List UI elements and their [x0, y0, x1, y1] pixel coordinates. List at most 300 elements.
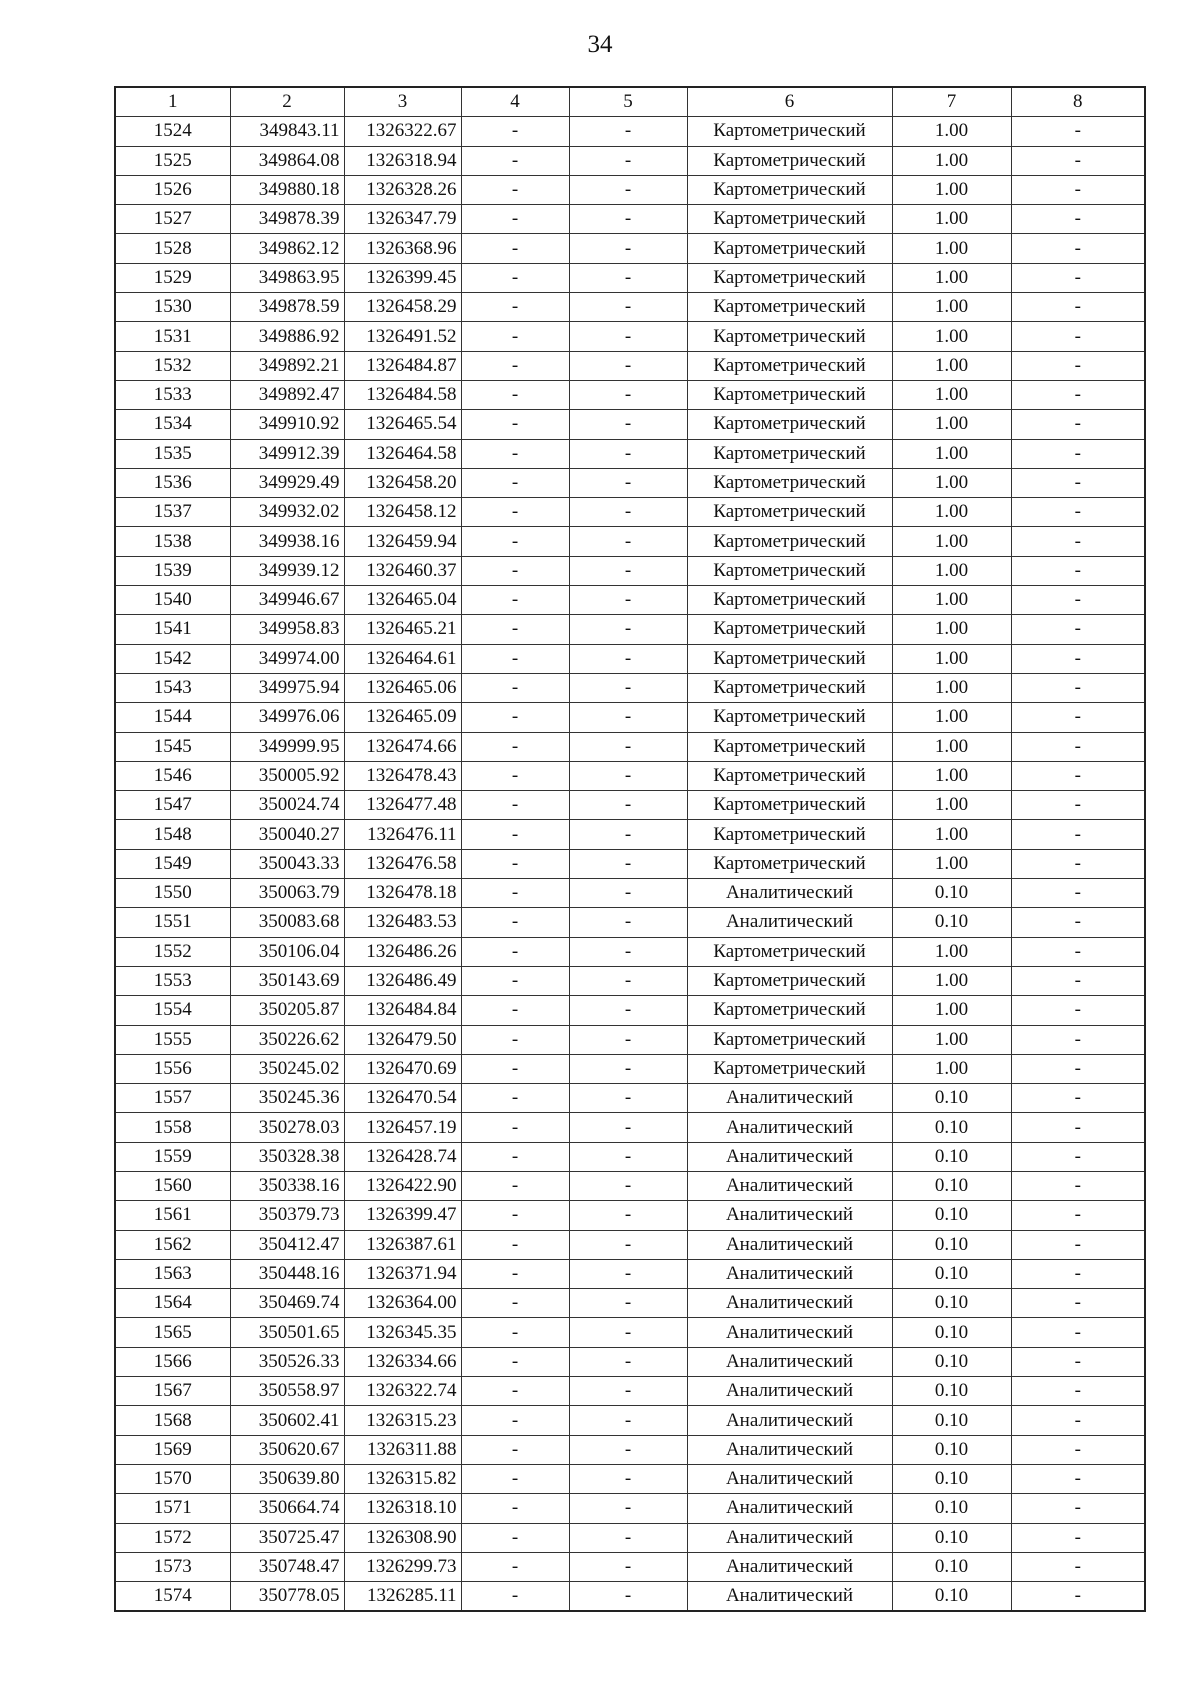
cell-col-8: -	[1011, 615, 1145, 644]
cell-accuracy: 0.10	[892, 1171, 1011, 1200]
table-row	[115, 527, 1145, 556]
cell-point-number: 1570	[115, 1464, 230, 1493]
cell-point-number: 1531	[115, 322, 230, 351]
cell-method: Картометрический	[687, 410, 892, 439]
cell-method: Аналитический	[687, 1464, 892, 1493]
cell-method: Картометрический	[687, 791, 892, 820]
cell-col-4: -	[461, 1230, 569, 1259]
cell-x-coordinate: 350379.73	[230, 1201, 344, 1230]
cell-col-4: -	[461, 439, 569, 468]
header-row	[115, 87, 1145, 117]
table-row	[115, 673, 1145, 702]
cell-method: Картометрический	[687, 966, 892, 995]
cell-col-8: -	[1011, 468, 1145, 497]
table-row	[115, 205, 1145, 234]
table-row	[115, 1552, 1145, 1581]
cell-y-coordinate: 1326464.58	[344, 439, 461, 468]
table-row	[115, 615, 1145, 644]
cell-col-8: -	[1011, 380, 1145, 409]
cell-point-number: 1544	[115, 703, 230, 732]
cell-y-coordinate: 1326474.66	[344, 732, 461, 761]
cell-method: Картометрический	[687, 761, 892, 790]
cell-method: Аналитический	[687, 1142, 892, 1171]
cell-accuracy: 1.00	[892, 644, 1011, 673]
cell-col-8: -	[1011, 1025, 1145, 1054]
cell-col-4: -	[461, 1494, 569, 1523]
cell-x-coordinate: 349939.12	[230, 556, 344, 585]
cell-method: Картометрический	[687, 615, 892, 644]
page-number: 34	[587, 31, 613, 58]
cell-col-8: -	[1011, 996, 1145, 1025]
cell-col-4: -	[461, 117, 569, 146]
cell-col-4: -	[461, 234, 569, 263]
cell-accuracy: 1.00	[892, 351, 1011, 380]
cell-x-coordinate: 350639.80	[230, 1464, 344, 1493]
cell-col-5: -	[569, 644, 687, 673]
cell-y-coordinate: 1326465.21	[344, 615, 461, 644]
cell-accuracy: 1.00	[892, 791, 1011, 820]
cell-y-coordinate: 1326364.00	[344, 1289, 461, 1318]
cell-method: Картометрический	[687, 117, 892, 146]
table-row	[115, 1318, 1145, 1347]
cell-col-5: -	[569, 673, 687, 702]
cell-y-coordinate: 1326308.90	[344, 1523, 461, 1552]
cell-col-4: -	[461, 498, 569, 527]
cell-col-5: -	[569, 1084, 687, 1113]
cell-x-coordinate: 350448.16	[230, 1259, 344, 1288]
cell-y-coordinate: 1326486.26	[344, 937, 461, 966]
cell-accuracy: 1.00	[892, 175, 1011, 204]
cell-point-number: 1541	[115, 615, 230, 644]
cell-y-coordinate: 1326371.94	[344, 1259, 461, 1288]
table-row	[115, 1406, 1145, 1435]
table-row	[115, 498, 1145, 527]
cell-point-number: 1549	[115, 849, 230, 878]
cell-y-coordinate: 1326285.11	[344, 1582, 461, 1612]
cell-point-number: 1533	[115, 380, 230, 409]
cell-accuracy: 0.10	[892, 1201, 1011, 1230]
cell-accuracy: 1.00	[892, 468, 1011, 497]
cell-x-coordinate: 349863.95	[230, 263, 344, 292]
cell-point-number: 1565	[115, 1318, 230, 1347]
cell-method: Аналитический	[687, 1435, 892, 1464]
cell-y-coordinate: 1326322.74	[344, 1377, 461, 1406]
cell-col-4: -	[461, 1201, 569, 1230]
cell-y-coordinate: 1326318.10	[344, 1494, 461, 1523]
cell-col-8: -	[1011, 1230, 1145, 1259]
cell-point-number: 1538	[115, 527, 230, 556]
cell-point-number: 1546	[115, 761, 230, 790]
cell-accuracy: 1.00	[892, 761, 1011, 790]
table-body	[115, 117, 1145, 1612]
cell-x-coordinate: 349878.59	[230, 293, 344, 322]
cell-accuracy: 0.10	[892, 1289, 1011, 1318]
cell-col-8: -	[1011, 293, 1145, 322]
cell-method: Картометрический	[687, 1054, 892, 1083]
table-row	[115, 1201, 1145, 1230]
cell-x-coordinate: 350063.79	[230, 879, 344, 908]
table-row	[115, 1054, 1145, 1083]
table-row	[115, 908, 1145, 937]
cell-point-number: 1524	[115, 117, 230, 146]
cell-method: Картометрический	[687, 937, 892, 966]
cell-col-4: -	[461, 1582, 569, 1612]
cell-y-coordinate: 1326484.87	[344, 351, 461, 380]
cell-y-coordinate: 1326328.26	[344, 175, 461, 204]
cell-y-coordinate: 1326478.43	[344, 761, 461, 790]
cell-x-coordinate: 349886.92	[230, 322, 344, 351]
cell-y-coordinate: 1326399.45	[344, 263, 461, 292]
cell-accuracy: 0.10	[892, 1406, 1011, 1435]
cell-col-5: -	[569, 1289, 687, 1318]
cell-col-5: -	[569, 849, 687, 878]
cell-y-coordinate: 1326422.90	[344, 1171, 461, 1200]
cell-y-coordinate: 1326459.94	[344, 527, 461, 556]
table-row	[115, 1289, 1145, 1318]
cell-method: Картометрический	[687, 586, 892, 615]
cell-y-coordinate: 1326465.06	[344, 673, 461, 702]
cell-accuracy: 1.00	[892, 937, 1011, 966]
cell-col-5: -	[569, 146, 687, 175]
cell-method: Картометрический	[687, 205, 892, 234]
table-row	[115, 410, 1145, 439]
cell-col-8: -	[1011, 1464, 1145, 1493]
cell-col-5: -	[569, 1582, 687, 1612]
cell-col-4: -	[461, 146, 569, 175]
table-row	[115, 586, 1145, 615]
cell-col-8: -	[1011, 673, 1145, 702]
cell-y-coordinate: 1326458.29	[344, 293, 461, 322]
cell-method: Аналитический	[687, 1201, 892, 1230]
cell-col-8: -	[1011, 1201, 1145, 1230]
cell-method: Аналитический	[687, 1113, 892, 1142]
cell-col-4: -	[461, 175, 569, 204]
cell-y-coordinate: 1326315.23	[344, 1406, 461, 1435]
cell-y-coordinate: 1326478.18	[344, 879, 461, 908]
cell-point-number: 1561	[115, 1201, 230, 1230]
cell-y-coordinate: 1326484.84	[344, 996, 461, 1025]
cell-col-8: -	[1011, 937, 1145, 966]
cell-col-8: -	[1011, 1289, 1145, 1318]
cell-x-coordinate: 350501.65	[230, 1318, 344, 1347]
cell-col-8: -	[1011, 205, 1145, 234]
cell-col-5: -	[569, 175, 687, 204]
table-row	[115, 1523, 1145, 1552]
cell-point-number: 1560	[115, 1171, 230, 1200]
cell-col-8: -	[1011, 117, 1145, 146]
column-header-4: 4	[461, 87, 569, 117]
table-row	[115, 879, 1145, 908]
cell-accuracy: 0.10	[892, 1435, 1011, 1464]
cell-col-4: -	[461, 673, 569, 702]
table-row	[115, 1494, 1145, 1523]
cell-col-5: -	[569, 234, 687, 263]
cell-y-coordinate: 1326318.94	[344, 146, 461, 175]
cell-point-number: 1564	[115, 1289, 230, 1318]
cell-accuracy: 1.00	[892, 732, 1011, 761]
cell-col-4: -	[461, 1406, 569, 1435]
cell-col-4: -	[461, 791, 569, 820]
cell-method: Аналитический	[687, 908, 892, 937]
cell-method: Аналитический	[687, 1582, 892, 1612]
table-row	[115, 556, 1145, 585]
cell-col-4: -	[461, 1464, 569, 1493]
cell-accuracy: 0.10	[892, 1259, 1011, 1288]
cell-point-number: 1558	[115, 1113, 230, 1142]
cell-point-number: 1554	[115, 996, 230, 1025]
cell-x-coordinate: 350664.74	[230, 1494, 344, 1523]
cell-y-coordinate: 1326479.50	[344, 1025, 461, 1054]
cell-method: Картометрический	[687, 732, 892, 761]
cell-col-4: -	[461, 996, 569, 1025]
cell-col-4: -	[461, 1435, 569, 1464]
column-header-3: 3	[344, 87, 461, 117]
cell-col-5: -	[569, 410, 687, 439]
cell-col-5: -	[569, 322, 687, 351]
cell-col-8: -	[1011, 1259, 1145, 1288]
cell-x-coordinate: 349892.21	[230, 351, 344, 380]
cell-x-coordinate: 349843.11	[230, 117, 344, 146]
cell-x-coordinate: 350526.33	[230, 1347, 344, 1376]
cell-col-5: -	[569, 966, 687, 995]
cell-col-8: -	[1011, 1084, 1145, 1113]
cell-point-number: 1573	[115, 1552, 230, 1581]
cell-x-coordinate: 350024.74	[230, 791, 344, 820]
cell-col-4: -	[461, 1318, 569, 1347]
table-row	[115, 732, 1145, 761]
table-row	[115, 849, 1145, 878]
cell-x-coordinate: 349946.67	[230, 586, 344, 615]
cell-col-8: -	[1011, 1142, 1145, 1171]
cell-col-4: -	[461, 1259, 569, 1288]
cell-col-8: -	[1011, 1347, 1145, 1376]
cell-point-number: 1557	[115, 1084, 230, 1113]
cell-x-coordinate: 350040.27	[230, 820, 344, 849]
cell-col-5: -	[569, 1347, 687, 1376]
cell-col-4: -	[461, 263, 569, 292]
cell-col-4: -	[461, 644, 569, 673]
cell-y-coordinate: 1326315.82	[344, 1464, 461, 1493]
cell-col-5: -	[569, 380, 687, 409]
cell-col-8: -	[1011, 410, 1145, 439]
cell-x-coordinate: 350043.33	[230, 849, 344, 878]
cell-point-number: 1535	[115, 439, 230, 468]
table-row	[115, 1171, 1145, 1200]
cell-col-5: -	[569, 586, 687, 615]
cell-y-coordinate: 1326299.73	[344, 1552, 461, 1581]
table-row	[115, 322, 1145, 351]
cell-col-5: -	[569, 615, 687, 644]
cell-y-coordinate: 1326387.61	[344, 1230, 461, 1259]
cell-col-8: -	[1011, 498, 1145, 527]
cell-accuracy: 0.10	[892, 908, 1011, 937]
cell-col-5: -	[569, 556, 687, 585]
cell-x-coordinate: 349938.16	[230, 527, 344, 556]
table-row	[115, 439, 1145, 468]
cell-x-coordinate: 350278.03	[230, 1113, 344, 1142]
cell-col-8: -	[1011, 263, 1145, 292]
cell-point-number: 1537	[115, 498, 230, 527]
cell-y-coordinate: 1326464.61	[344, 644, 461, 673]
table-row	[115, 1377, 1145, 1406]
cell-point-number: 1555	[115, 1025, 230, 1054]
table-row	[115, 293, 1145, 322]
cell-method: Картометрический	[687, 351, 892, 380]
cell-col-4: -	[461, 879, 569, 908]
cell-accuracy: 1.00	[892, 556, 1011, 585]
cell-x-coordinate: 350778.05	[230, 1582, 344, 1612]
cell-accuracy: 1.00	[892, 527, 1011, 556]
table-row	[115, 263, 1145, 292]
cell-col-8: -	[1011, 322, 1145, 351]
cell-method: Аналитический	[687, 1494, 892, 1523]
table-row	[115, 1582, 1145, 1612]
cell-col-5: -	[569, 761, 687, 790]
cell-point-number: 1545	[115, 732, 230, 761]
cell-y-coordinate: 1326484.58	[344, 380, 461, 409]
cell-col-8: -	[1011, 1435, 1145, 1464]
cell-col-4: -	[461, 1142, 569, 1171]
table-row	[115, 1025, 1145, 1054]
cell-y-coordinate: 1326491.52	[344, 322, 461, 351]
cell-col-8: -	[1011, 234, 1145, 263]
cell-method: Картометрический	[687, 263, 892, 292]
cell-col-4: -	[461, 1171, 569, 1200]
cell-col-5: -	[569, 996, 687, 1025]
cell-accuracy: 0.10	[892, 1347, 1011, 1376]
cell-col-8: -	[1011, 820, 1145, 849]
cell-x-coordinate: 349929.49	[230, 468, 344, 497]
table-row	[115, 703, 1145, 732]
cell-point-number: 1562	[115, 1230, 230, 1259]
table-row	[115, 1259, 1145, 1288]
cell-col-5: -	[569, 351, 687, 380]
cell-point-number: 1571	[115, 1494, 230, 1523]
cell-point-number: 1534	[115, 410, 230, 439]
cell-y-coordinate: 1326347.79	[344, 205, 461, 234]
cell-point-number: 1542	[115, 644, 230, 673]
cell-col-5: -	[569, 1142, 687, 1171]
cell-accuracy: 1.00	[892, 293, 1011, 322]
cell-accuracy: 1.00	[892, 380, 1011, 409]
cell-point-number: 1536	[115, 468, 230, 497]
cell-point-number: 1550	[115, 879, 230, 908]
cell-accuracy: 1.00	[892, 439, 1011, 468]
cell-method: Картометрический	[687, 703, 892, 732]
cell-col-8: -	[1011, 908, 1145, 937]
cell-col-5: -	[569, 1406, 687, 1435]
cell-x-coordinate: 349864.08	[230, 146, 344, 175]
cell-accuracy: 1.00	[892, 586, 1011, 615]
table-row	[115, 1113, 1145, 1142]
cell-col-8: -	[1011, 1406, 1145, 1435]
cell-x-coordinate: 349862.12	[230, 234, 344, 263]
cell-accuracy: 1.00	[892, 1054, 1011, 1083]
cell-col-5: -	[569, 879, 687, 908]
cell-col-4: -	[461, 1054, 569, 1083]
table-row	[115, 1347, 1145, 1376]
cell-method: Картометрический	[687, 293, 892, 322]
cell-col-8: -	[1011, 1582, 1145, 1612]
cell-x-coordinate: 350469.74	[230, 1289, 344, 1318]
cell-accuracy: 1.00	[892, 966, 1011, 995]
cell-x-coordinate: 350245.02	[230, 1054, 344, 1083]
cell-method: Аналитический	[687, 1171, 892, 1200]
cell-y-coordinate: 1326322.67	[344, 117, 461, 146]
cell-y-coordinate: 1326334.66	[344, 1347, 461, 1376]
cell-x-coordinate: 349878.39	[230, 205, 344, 234]
cell-accuracy: 1.00	[892, 263, 1011, 292]
cell-x-coordinate: 350620.67	[230, 1435, 344, 1464]
cell-x-coordinate: 350412.47	[230, 1230, 344, 1259]
cell-col-5: -	[569, 1377, 687, 1406]
cell-y-coordinate: 1326470.69	[344, 1054, 461, 1083]
table-row	[115, 380, 1145, 409]
cell-y-coordinate: 1326345.35	[344, 1318, 461, 1347]
table-row	[115, 1142, 1145, 1171]
table-row	[115, 966, 1145, 995]
table-row	[115, 761, 1145, 790]
cell-method: Аналитический	[687, 1084, 892, 1113]
cell-col-4: -	[461, 468, 569, 497]
cell-col-5: -	[569, 1494, 687, 1523]
cell-method: Аналитический	[687, 1259, 892, 1288]
cell-accuracy: 1.00	[892, 703, 1011, 732]
column-header-1: 1	[115, 87, 230, 117]
cell-col-5: -	[569, 263, 687, 292]
table-row	[115, 644, 1145, 673]
cell-accuracy: 1.00	[892, 498, 1011, 527]
cell-accuracy: 0.10	[892, 1464, 1011, 1493]
table-row	[115, 146, 1145, 175]
table-row	[115, 234, 1145, 263]
cell-x-coordinate: 350205.87	[230, 996, 344, 1025]
cell-y-coordinate: 1326486.49	[344, 966, 461, 995]
cell-method: Картометрический	[687, 996, 892, 1025]
cell-col-4: -	[461, 1377, 569, 1406]
cell-col-4: -	[461, 410, 569, 439]
cell-x-coordinate: 349974.00	[230, 644, 344, 673]
cell-col-8: -	[1011, 1523, 1145, 1552]
cell-col-5: -	[569, 1054, 687, 1083]
cell-col-8: -	[1011, 175, 1145, 204]
cell-col-5: -	[569, 1435, 687, 1464]
cell-accuracy: 0.10	[892, 1318, 1011, 1347]
cell-accuracy: 1.00	[892, 117, 1011, 146]
cell-method: Картометрический	[687, 644, 892, 673]
cell-point-number: 1527	[115, 205, 230, 234]
cell-accuracy: 0.10	[892, 879, 1011, 908]
cell-x-coordinate: 350083.68	[230, 908, 344, 937]
table-row	[115, 791, 1145, 820]
cell-x-coordinate: 350338.16	[230, 1171, 344, 1200]
cell-col-8: -	[1011, 761, 1145, 790]
cell-method: Картометрический	[687, 498, 892, 527]
cell-col-5: -	[569, 703, 687, 732]
cell-col-5: -	[569, 439, 687, 468]
cell-x-coordinate: 350226.62	[230, 1025, 344, 1054]
cell-method: Картометрический	[687, 1025, 892, 1054]
cell-point-number: 1529	[115, 263, 230, 292]
cell-col-4: -	[461, 615, 569, 644]
cell-accuracy: 1.00	[892, 615, 1011, 644]
table-row	[115, 1230, 1145, 1259]
cell-x-coordinate: 350005.92	[230, 761, 344, 790]
cell-method: Картометрический	[687, 175, 892, 204]
cell-x-coordinate: 349932.02	[230, 498, 344, 527]
cell-accuracy: 1.00	[892, 1025, 1011, 1054]
cell-col-5: -	[569, 205, 687, 234]
